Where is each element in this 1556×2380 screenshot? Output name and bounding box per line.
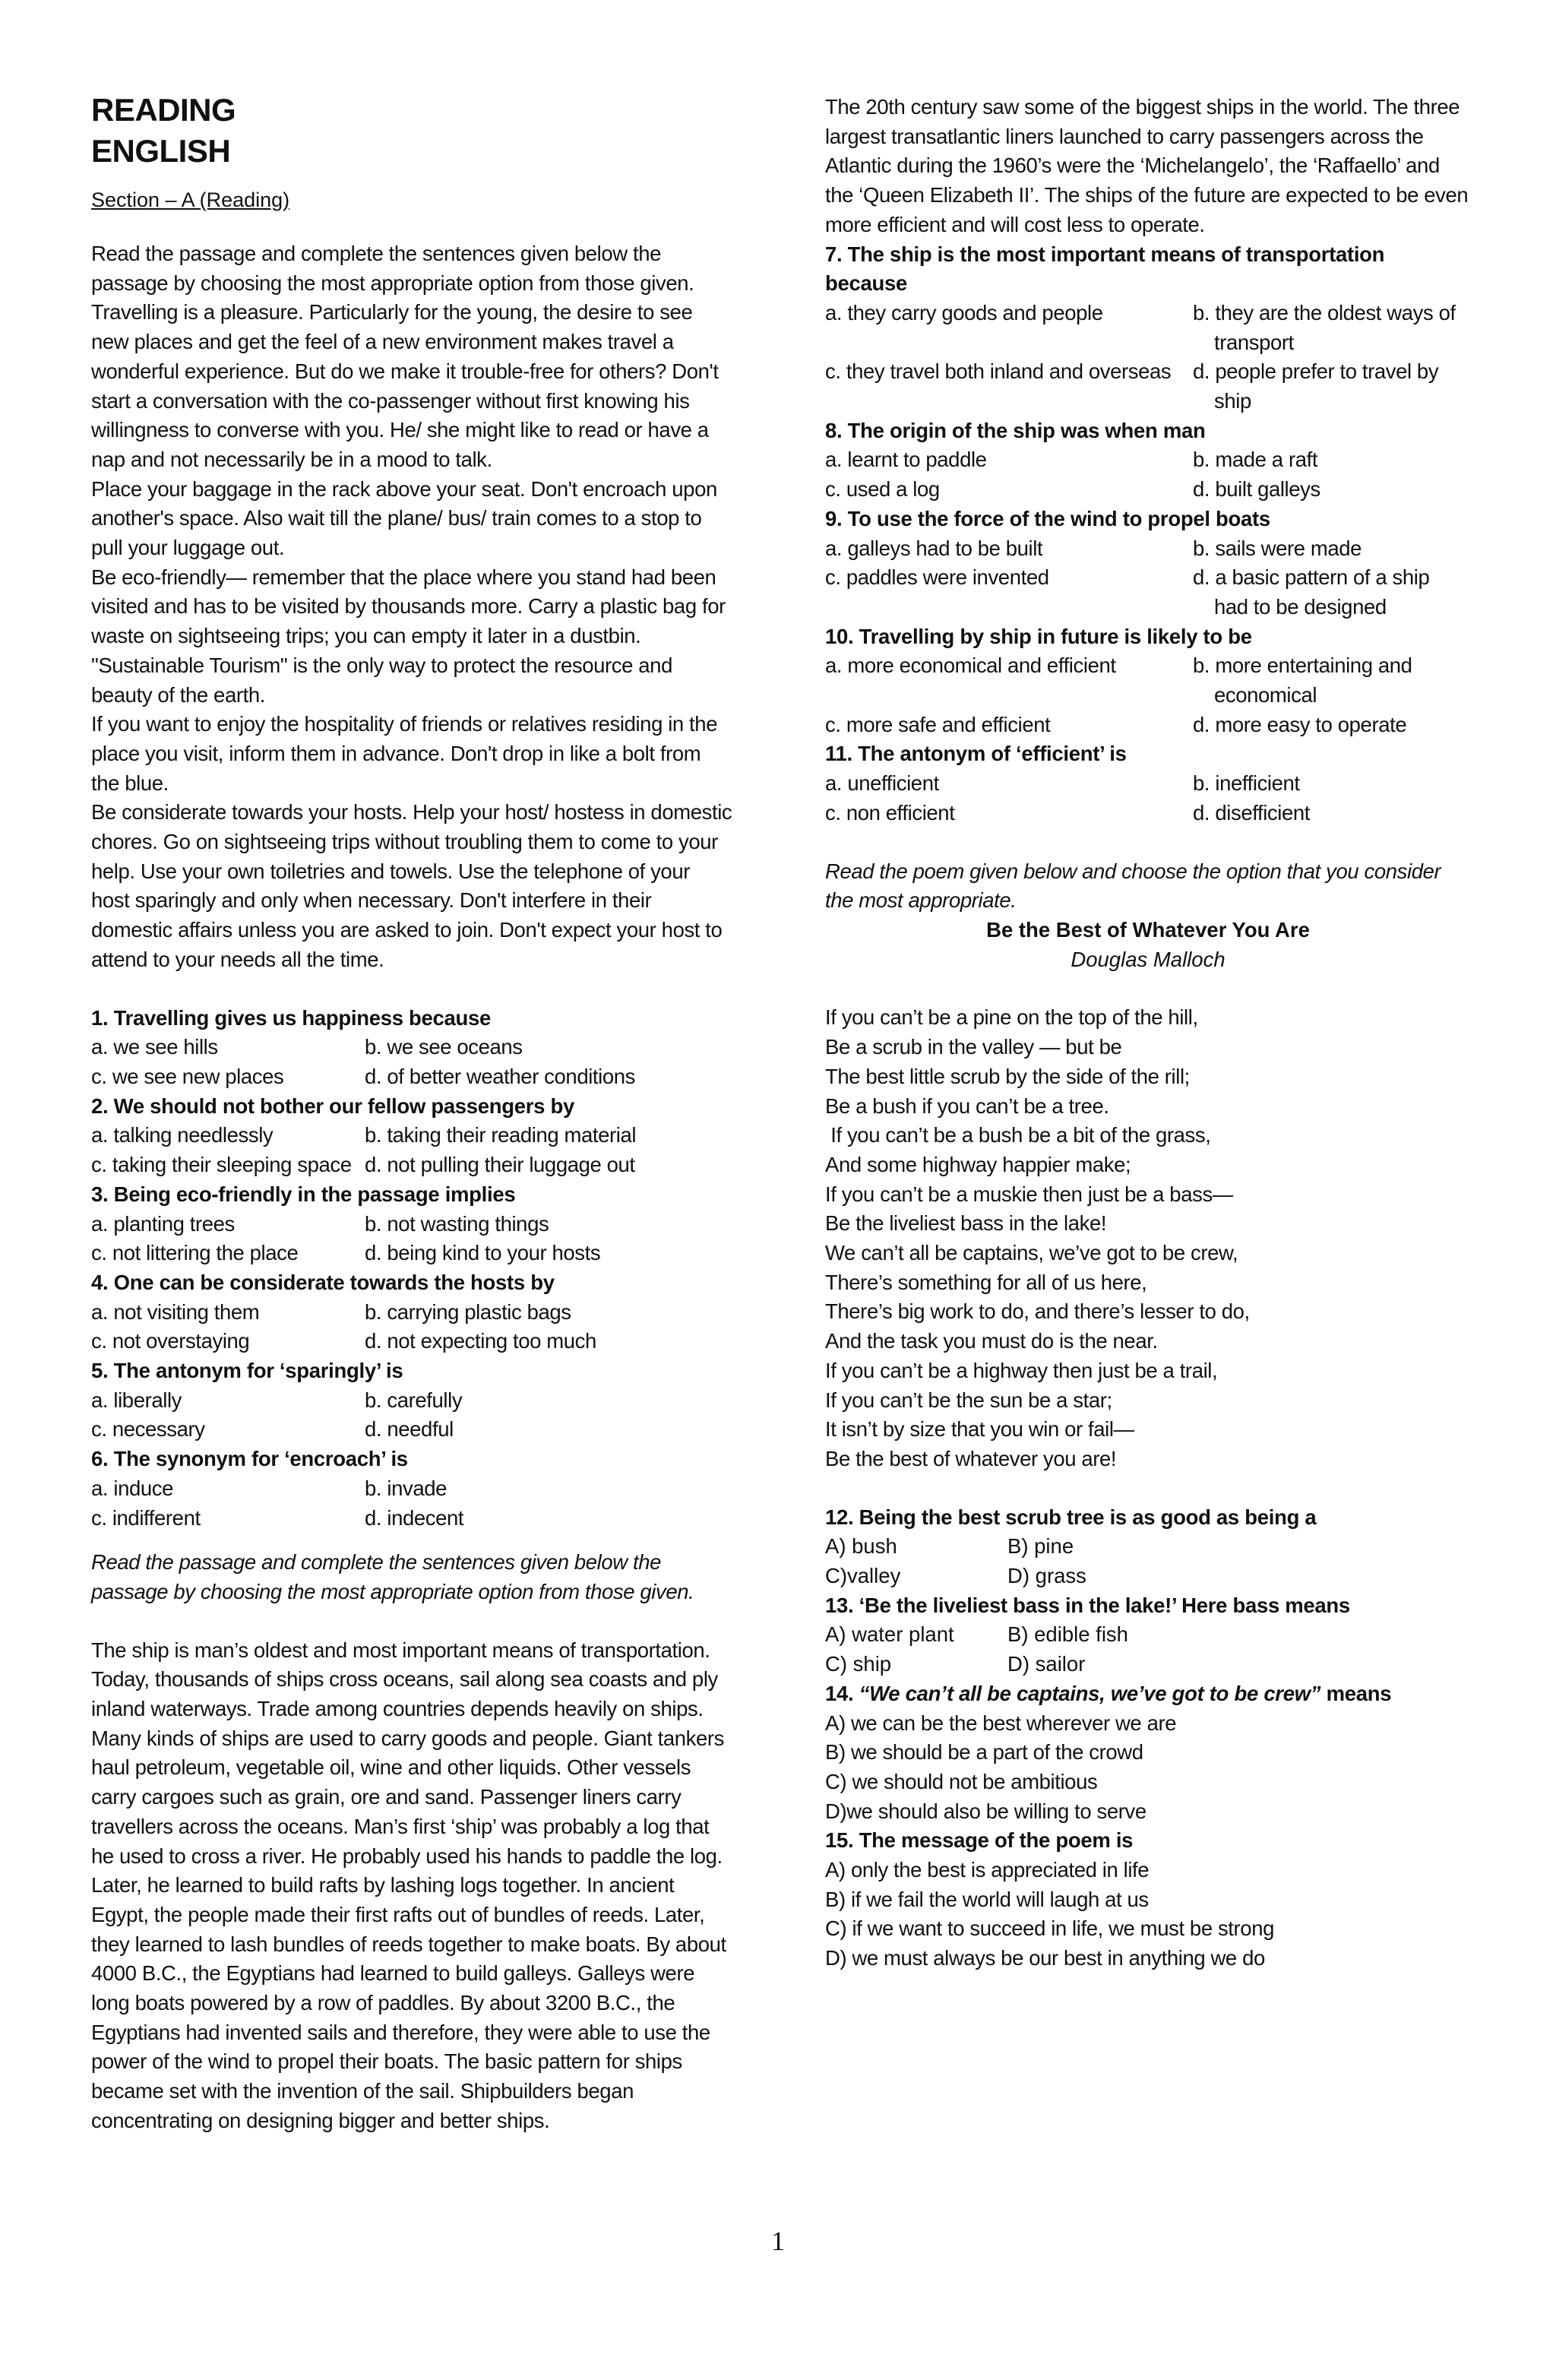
option[interactable]: B) edible fish <box>1007 1622 1128 1647</box>
option-row <box>825 534 1471 564</box>
question: 3. Being eco-friendly in the passage implies <box>91 1182 516 1206</box>
poem-line: If you can’t be a bush be a bit of the grass, <box>825 1123 1211 1147</box>
option-row <box>91 1415 733 1445</box>
option-row <box>91 1327 733 1356</box>
option[interactable]: c. they travel both inland and overseas <box>825 359 1172 384</box>
option[interactable]: A) only the best is appreciated in life <box>825 1858 1150 1882</box>
question: 1. Travelling gives us happiness because <box>91 1005 492 1030</box>
option[interactable]: d. of better weather conditions <box>365 1064 636 1088</box>
option-row <box>825 563 1471 622</box>
instruction-text: Read the passage and complete the sentences given below the passage by choosing the most appropriate option from those given. <box>91 1550 694 1603</box>
poem-line: If you can’t be a highway then just be a trail, <box>825 1358 1218 1382</box>
option[interactable]: b. taking their reading material <box>365 1123 637 1147</box>
option[interactable]: A) bush <box>825 1534 897 1559</box>
option-row <box>91 1504 733 1533</box>
option-row <box>825 769 1471 799</box>
option-row <box>825 445 1471 475</box>
poem-line: Be the best of whatever you are! <box>825 1446 1117 1470</box>
option[interactable]: a. learnt to paddle <box>825 448 987 472</box>
poem-body <box>825 1003 1471 1473</box>
left-column <box>91 90 733 2136</box>
option[interactable]: c. taking their sleeping space <box>91 1153 352 1177</box>
option-row <box>825 1620 1471 1650</box>
poem-line: And the task you must do is the near. <box>825 1329 1158 1353</box>
option[interactable]: b. we see oceans <box>365 1035 523 1059</box>
option-row <box>825 799 1471 828</box>
option-row <box>91 1474 733 1504</box>
option-row <box>91 1298 733 1328</box>
option[interactable]: a. liberally <box>91 1388 182 1412</box>
option[interactable]: A) we can be the best wherever we are <box>825 1711 1177 1735</box>
question: 10. Travelling by ship in future is likely to be <box>825 624 1252 648</box>
question: 13. ‘Be the liveliest bass in the lake!’ Here bass means <box>825 1593 1350 1617</box>
poem-line: It isn’t by size that you win or fail— <box>825 1417 1134 1442</box>
option-row <box>91 1386 733 1416</box>
page-title: READING ENGLISH <box>91 92 236 169</box>
option[interactable]: C) ship <box>825 1652 892 1676</box>
option-row <box>825 475 1471 505</box>
paragraph: If you want to enjoy the hospitality of friends or relatives residing in the place you visit, inform them in advance. Don't drop in like a bolt from the blue. <box>91 712 718 795</box>
option[interactable]: b. carefully <box>365 1388 463 1412</box>
option[interactable]: b. inefficient <box>1193 771 1300 796</box>
poem-line: If you can’t be the sun be a star; <box>825 1388 1112 1412</box>
poem-line: Be a scrub in the valley — but be <box>825 1035 1122 1059</box>
option[interactable]: b. more entertaining and economical <box>1193 654 1412 707</box>
option-row <box>825 1650 1471 1679</box>
option-row <box>91 1150 733 1180</box>
option[interactable]: b. invade <box>365 1476 448 1500</box>
question: 14. “We can’t all be captains, we’ve got to be crew” means <box>825 1681 1392 1705</box>
option[interactable]: d. built galleys <box>1193 477 1320 502</box>
option[interactable]: b. carrying plastic bags <box>365 1299 571 1324</box>
option[interactable]: d. indecent <box>365 1505 464 1530</box>
option[interactable]: b. not wasting things <box>365 1211 549 1236</box>
option[interactable]: D) sailor <box>1007 1652 1086 1676</box>
option[interactable]: c. non efficient <box>825 800 955 824</box>
question: 12. Being the best scrub tree is as good as being a <box>825 1505 1317 1529</box>
option[interactable]: C)valley <box>825 1564 901 1588</box>
poem-line: There’s big work to do, and there’s lesser to do, <box>825 1299 1250 1324</box>
question: 4. One can be considerate towards the hosts by <box>91 1270 555 1294</box>
option[interactable]: c. necessary <box>91 1417 205 1442</box>
option-row <box>91 1121 733 1150</box>
option[interactable]: c. more safe and efficient <box>825 712 1051 736</box>
option-row <box>825 711 1471 740</box>
option[interactable]: d. not expecting too much <box>365 1329 596 1353</box>
paragraph: Place your baggage in the rack above your seat. Don't encroach upon another's space. Also wait till the plane/ bus/ train comes to a stop to pull your luggage out. <box>91 476 717 560</box>
poem-line: There’s something for all of us here, <box>825 1270 1147 1294</box>
option[interactable]: a. not visiting them <box>91 1299 260 1324</box>
option-row <box>825 299 1471 357</box>
option[interactable]: c. we see new places <box>91 1064 284 1088</box>
option-row <box>91 1210 733 1239</box>
option[interactable]: B) we should be a part of the crowd <box>825 1740 1143 1764</box>
option[interactable]: D) grass <box>1007 1564 1086 1588</box>
option[interactable]: d. being kind to your hosts <box>365 1241 601 1265</box>
question: 8. The origin of the ship was when man <box>825 418 1206 442</box>
passage-one <box>91 239 733 975</box>
option[interactable]: B) pine <box>1007 1534 1074 1559</box>
question: 5. The antonym for ‘sparingly’ is <box>91 1359 403 1383</box>
option[interactable]: d. disefficient <box>1193 800 1311 824</box>
paragraph: Be considerate towards your hosts. Help your host/ hostess in domestic chores. Go on sightseeing trips without troubling them to come to your help. Use your own toiletries and towels. Use the telephone of your host sparingly and only when necessary. Don't interfere in their domestic affairs unless you are asked to join. Don't expect your host to attend to your needs all the time. <box>91 800 732 971</box>
option-row <box>825 357 1471 416</box>
option[interactable]: b. sails were made <box>1193 536 1362 560</box>
option[interactable]: a. planting trees <box>91 1211 235 1236</box>
paragraph: Read the passage and complete the sentences given below the passage by choosing the most appropriate option from those given. Travelling is a pleasure. Particularly for the young, the desire to see new places and get the feel of a new environment makes travel a wonderful experience. But do we make it trouble-free for others? Don't start a conversation with the co-passenger without first knowing his willingness to converse with you. He/ she might like to read or have a nap and not necessarily be in a mood to talk. <box>91 242 719 471</box>
option[interactable]: C) we should not be ambitious <box>825 1769 1098 1793</box>
passage-two: The ship is man’s oldest and most important means of transportation. Today, thousands of ships cross oceans, sail along sea coasts and ply inland waterways. Trade among countries depends heavily on ships. Many kinds of ships are used to carry goods and people. Giant tankers haul petroleum, vegetable oil, wine and other liquids. Other vessels carry cargoes such as grain, ore and sand. Passenger liners carry travellers across the oceans. Man’s first ‘ship’ was probably a log that he used to cross a river. He probably used his hands to paddle the log. Later, he learned to build rafts by lashing logs together. In ancient Egypt, the people made their first rafts out of bundles of reeds. Later, they learned to lash bundles of reeds together to make boats. By about 4000 B.C., the Egyptians had learned to build galleys. Galleys were long boats powered by a row of paddles. By about 3200 B.C., the Egyptians had invented sails and therefore, they were able to use the power of the wind to propel their boats. The basic pattern for ships became set with the invention of the sail. Shipbuilders began concentrating on designing bigger and better ships. <box>91 1638 726 2132</box>
option[interactable]: B) if we fail the world will laugh at us <box>825 1887 1149 1911</box>
option[interactable]: c. used a log <box>825 477 940 502</box>
passage-two-continued: The 20th century saw some of the biggest ships in the world. The three largest transatlantic liners launched to carry passengers across the Atlantic during the 1960’s were the ‘Michelangelo’, the ‘Raffaello’ and the ‘Queen Elizabeth II’. The ships of the future are expected to be even more efficient and will cost less to operate. <box>825 95 1469 236</box>
option-row <box>91 1239 733 1268</box>
option[interactable]: a. talking needlessly <box>91 1123 274 1147</box>
poem-title: Be the Best of Whatever You Are <box>986 917 1310 942</box>
option[interactable]: a. unefficient <box>825 771 939 796</box>
option[interactable]: a. they carry goods and people <box>825 300 1103 324</box>
option[interactable]: d. needful <box>365 1417 454 1442</box>
question-block-1 <box>91 1004 733 1533</box>
option[interactable]: a. more economical and efficient <box>825 654 1116 678</box>
option[interactable]: D) we must always be our best in anything we do <box>825 1946 1265 1970</box>
option[interactable]: d. people prefer to travel by ship <box>1193 359 1439 413</box>
option[interactable]: a. galleys had to be built <box>825 536 1043 560</box>
option[interactable]: b. they are the oldest ways of transport <box>1193 300 1456 354</box>
paragraph: Be eco-friendly— remember that the place where you stand had been visited and has to be visited by thousands more. Carry a plastic bag for waste on sightseeing trips; you can empty it later in a dustbin. "Sustainable Tourism" is the only way to protect the resource and beauty of the earth. <box>91 565 726 707</box>
poem-line: We can’t all be captains, we’ve got to be crew, <box>825 1241 1238 1265</box>
option[interactable]: c. indifferent <box>91 1505 201 1530</box>
option[interactable]: a. we see hills <box>91 1035 218 1059</box>
option[interactable]: D)we should also be willing to serve <box>825 1799 1146 1823</box>
poem-line: If you can’t be a pine on the top of the hill, <box>825 1005 1198 1030</box>
option[interactable]: c. not overstaying <box>91 1329 250 1353</box>
option[interactable]: d. more easy to operate <box>1193 712 1407 736</box>
option-row <box>825 1562 1471 1591</box>
poem-line: And some highway happier make; <box>825 1152 1131 1176</box>
question: 9. To use the force of the wind to propel boats <box>825 506 1270 530</box>
poem-line: Be the liveliest bass in the lake! <box>825 1211 1107 1236</box>
poem-line: The best little scrub by the side of the rill; <box>825 1064 1190 1088</box>
question: 11. The antonym of ‘efficient’ is <box>825 742 1127 766</box>
question: 2. We should not bother our fellow passengers by <box>91 1093 575 1118</box>
poem-line: Be a bush if you can’t be a tree. <box>825 1093 1109 1118</box>
option[interactable]: A) water plant <box>825 1622 954 1647</box>
option-row <box>91 1062 733 1092</box>
option-row <box>825 1532 1471 1562</box>
option[interactable]: d. a basic pattern of a ship had to be designed <box>1193 565 1430 619</box>
option[interactable]: b. made a raft <box>1193 448 1318 472</box>
question: 15. The message of the poem is <box>825 1828 1134 1853</box>
option-row <box>825 651 1471 710</box>
page-number: 1 <box>771 2226 785 2256</box>
poem-line: If you can’t be a muskie then just be a bass— <box>825 1182 1233 1206</box>
right-column <box>825 93 1471 1973</box>
question: 6. The synonym for ‘encroach’ is <box>91 1447 408 1471</box>
question: 7. The ship is the most important means of transportation because <box>825 242 1385 296</box>
option-row <box>91 1033 733 1062</box>
option[interactable]: a. induce <box>91 1476 174 1500</box>
option[interactable]: C) if we want to succeed in life, we must be strong <box>825 1916 1274 1941</box>
section-heading: Section – A (Reading) <box>91 188 290 211</box>
option[interactable]: c. not littering the place <box>91 1241 299 1265</box>
poem-author: Douglas Malloch <box>1071 947 1226 971</box>
poem-instruction: Read the poem given below and choose the option that you consider the most appropriate. <box>825 859 1441 913</box>
option[interactable]: c. paddles were invented <box>825 565 1049 590</box>
option[interactable]: d. not pulling their luggage out <box>365 1153 635 1177</box>
